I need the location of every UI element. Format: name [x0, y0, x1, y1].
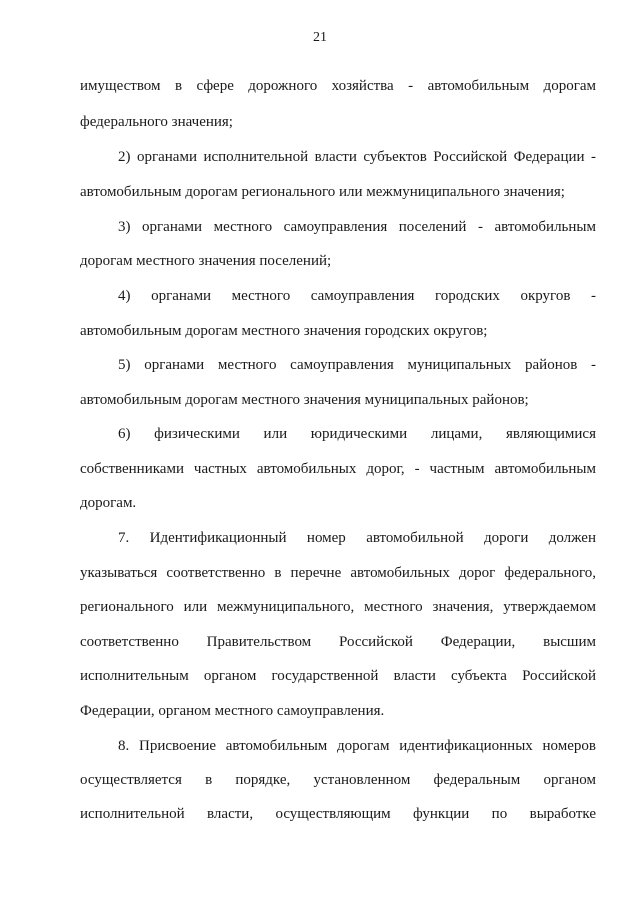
text-line: 8. Присвоение автомобильным дорогам идентификационных номеров [118, 738, 596, 754]
text-line: осуществляется в порядке, установленном федеральным органом [80, 772, 596, 788]
text-line: 2) органами исполнительной власти субъектов Российской Федерации - [118, 149, 596, 165]
text-line: 5) органами местного самоуправления муниципальных районов - [118, 357, 596, 373]
text-line: автомобильным дорогам местного значения муниципальных районов; [80, 392, 529, 408]
text-line: дорогам местного значения поселений; [80, 253, 332, 269]
text-line: автомобильным дорогам местного значения городских округов; [80, 323, 488, 339]
text-line: 3) органами местного самоуправления поселений - автомобильным [118, 219, 596, 235]
text-line: Федерации, органом местного самоуправления. [80, 703, 385, 719]
text-line: исполнительным органом государственной власти субъекта Российской [80, 668, 596, 684]
text-line: исполнительной власти, осуществляющим функции по выработке [80, 806, 596, 822]
text-line: регионального или межмуниципального, местного значения, утверждаемом [80, 599, 596, 615]
text-line: 7. Идентификационный номер автомобильной дороги должен [118, 530, 596, 546]
text-line: дорогам. [80, 495, 137, 511]
text-line: имуществом в сфере дорожного хозяйства - автомобильным дорогам [80, 78, 596, 94]
text-line: автомобильным дорогам регионального или межмуниципального значения; [80, 184, 565, 200]
text-line: федерального значения; [80, 114, 233, 130]
text-line: 6) физическими или юридическими лицами, являющимися [118, 426, 596, 442]
page-number: 21 [313, 30, 327, 45]
text-line: соответственно Правительством Российской Федерации, высшим [80, 634, 596, 650]
text-line: указываться соответственно в перечне автомобильных дорог федерального, [80, 565, 596, 581]
text-line: 4) органами местного самоуправления городских округов - [118, 288, 596, 304]
text-line: собственниками частных автомобильных дорог, - частным автомобильным [80, 461, 596, 477]
